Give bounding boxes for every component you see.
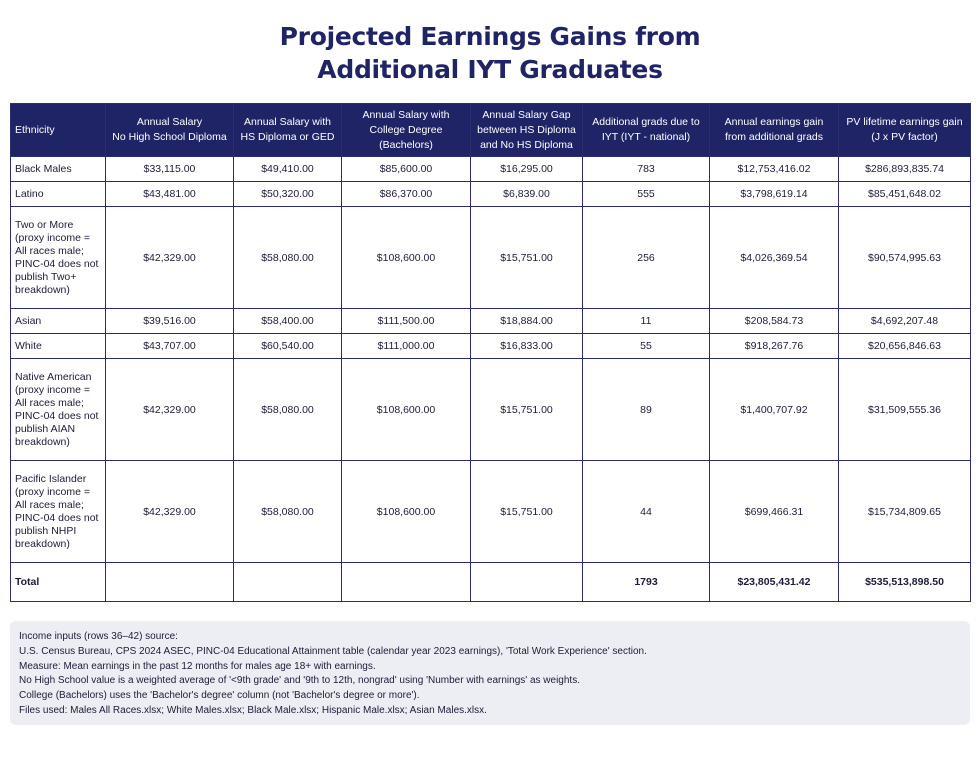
cell-gap: $18,884.00 [471,309,583,334]
total-label: Total [11,563,106,602]
cell-college: $111,500.00 [342,309,471,334]
cell-grads: 11 [583,309,710,334]
ethnicity-text: breakdown) [15,537,70,550]
total-grads: 1793 [583,563,710,602]
ethnicity-cell [11,309,106,334]
cell-no-hs: $43,481.00 [106,182,234,207]
note-line: Files used: Males All Races.xlsx; White Males.xlsx; Black Male.xlsx; Hispanic Male.xlsx; Asian Males.xlsx. [19,704,487,716]
cell-no-hs: $43,707.00 [106,334,234,359]
column-header-text: and No HS Diploma [480,138,573,151]
cell-pv-gain: $286,893,835.74 [839,157,971,182]
cell-pv-gain: $4,692,207.48 [839,309,971,334]
ethnicity-text: PINC-04 does not [15,257,99,270]
column-header-text: IYT (IYT - national) [601,131,691,143]
total-empty-cell [342,563,471,602]
column-header-text: PV lifetime earnings gain [846,116,963,128]
ethnicity-text: (proxy income = [15,485,90,498]
cell-hs: $60,540.00 [234,334,342,359]
column-header [11,104,106,157]
ethnicity-text: Native American [15,370,92,383]
table-body [11,157,971,602]
column-header-text: Additional grads due to [592,116,700,128]
cell-gap: $15,751.00 [471,461,583,563]
earnings-table [10,103,971,602]
cell-no-hs: $42,329.00 [106,207,234,309]
column-header-text: Annual Salary with [244,116,331,128]
total-empty-cell [234,563,342,602]
cell-pv-gain: $31,509,555.36 [839,359,971,461]
column-header-text: between HS Diploma [477,123,576,136]
column-header [710,104,839,157]
cell-annual-gain: $208,584.73 [710,309,839,334]
column-header [471,104,583,157]
cell-gap: $16,833.00 [471,334,583,359]
cell-grads: 89 [583,359,710,461]
ethnicity-text: Black Males [15,162,72,175]
cell-pv-gain: $90,574,995.63 [839,207,971,309]
page-title [0,20,980,86]
note-line: Measure: Mean earnings in the past 12 months for males age 18+ with earnings. [19,660,376,672]
ethnicity-cell [11,359,106,461]
table-row [11,157,971,182]
cell-no-hs: $42,329.00 [106,359,234,461]
table-row [11,359,971,461]
column-header [342,104,471,157]
cell-college: $86,370.00 [342,182,471,207]
ethnicity-cell [11,207,106,309]
note-line: No High School value is a weighted average of '<9th grade' and '9th to 12th, nongrad' using 'Number with earnings' as weights. [19,675,580,687]
source-notes [10,621,970,725]
cell-annual-gain: $4,026,369.54 [710,207,839,309]
ethnicity-cell [11,157,106,182]
ethnicity-text: publish AIAN [15,422,76,435]
cell-grads: 256 [583,207,710,309]
ethnicity-text: Asian [15,314,42,327]
column-header-text: College Degree [369,123,443,136]
ethnicity-text: publish Two+ [15,270,77,283]
table-row [11,182,971,207]
table-row [11,309,971,334]
ethnicity-text: breakdown) [15,283,70,296]
cell-college: $108,600.00 [342,359,471,461]
column-header-text: Annual Salary with [362,108,450,121]
ethnicity-text: publish NHPI [15,524,77,537]
cell-college: $108,600.00 [342,207,471,309]
column-header-text: Ethnicity [15,123,55,136]
column-header-text: (Bachelors) [379,138,433,151]
ethnicity-text: breakdown) [15,435,70,448]
column-header-text: Annual earnings gain [724,116,824,128]
cell-gap: $6,839.00 [471,182,583,207]
column-header-text: from additional grads [724,131,824,143]
ethnicity-text: Pacific Islander [15,472,87,485]
cell-annual-gain: $12,753,416.02 [710,157,839,182]
cell-annual-gain: $918,267.76 [710,334,839,359]
cell-pv-gain: $85,451,648.02 [839,182,971,207]
cell-grads: 55 [583,334,710,359]
total-row [11,563,971,602]
ethnicity-text: (proxy income = [15,231,90,244]
column-header [583,104,710,157]
cell-gap: $15,751.00 [471,207,583,309]
ethnicity-cell [11,334,106,359]
cell-pv-gain: $20,656,846.63 [839,334,971,359]
ethnicity-text: PINC-04 does not [15,511,99,524]
cell-hs: $50,320.00 [234,182,342,207]
cell-hs: $58,080.00 [234,359,342,461]
total-empty-cell [471,563,583,602]
ethnicity-text: Latino [15,187,44,200]
page-title-line-2: Additional IYT Graduates [317,55,663,84]
ethnicity-text: All races male; [15,396,84,409]
cell-no-hs: $42,329.00 [106,461,234,563]
column-header [234,104,342,157]
cell-no-hs: $33,115.00 [106,157,234,182]
cell-gap: $16,295.00 [471,157,583,182]
cell-grads: 555 [583,182,710,207]
cell-college: $111,000.00 [342,334,471,359]
cell-grads: 44 [583,461,710,563]
total-pv-gain: $535,513,898.50 [839,563,971,602]
ethnicity-text: (proxy income = [15,383,90,396]
table-row [11,334,971,359]
ethnicity-cell [11,461,106,563]
ethnicity-text: PINC-04 does not [15,409,99,422]
ethnicity-text: Two or More [15,218,74,231]
cell-hs: $58,080.00 [234,207,342,309]
column-header-text: Annual Salary [136,116,203,128]
column-header [839,104,971,157]
note-line: Income inputs (rows 36–42) source: [19,631,178,642]
cell-hs: $58,400.00 [234,309,342,334]
cell-gap: $15,751.00 [471,359,583,461]
column-header-text: HS Diploma or GED [240,131,335,143]
cell-grads: 783 [583,157,710,182]
total-annual-gain: $23,805,431.42 [710,563,839,602]
note-line: College (Bachelors) uses the 'Bachelor's degree' column (not 'Bachelor's degree or more'). [19,690,420,702]
total-empty-cell [106,563,234,602]
column-header-text: Annual Salary Gap [482,108,571,121]
ethnicity-text: White [15,339,42,352]
ethnicity-text: All races male; [15,244,84,257]
cell-college: $85,600.00 [342,157,471,182]
cell-annual-gain: $1,400,707.92 [710,359,839,461]
cell-pv-gain: $15,734,809.65 [839,461,971,563]
ethnicity-cell [11,182,106,207]
cell-hs: $58,080.00 [234,461,342,563]
cell-annual-gain: $699,466.31 [710,461,839,563]
column-header-text: No High School Diploma [112,131,227,143]
ethnicity-text: All races male; [15,498,84,511]
cell-annual-gain: $3,798,619.14 [710,182,839,207]
note-line: U.S. Census Bureau, CPS 2024 ASEC, PINC-04 Educational Attainment table (calendar year 2023 earnings), 'Total Work Experience' section. [19,645,647,657]
table-header-row [11,104,971,157]
page-title-line-1: Projected Earnings Gains from [279,22,701,51]
column-header-text: (J x PV factor) [871,131,938,143]
cell-no-hs: $39,516.00 [106,309,234,334]
column-header [106,104,234,157]
cell-hs: $49,410.00 [234,157,342,182]
table-row [11,207,971,309]
cell-college: $108,600.00 [342,461,471,563]
table-row [11,461,971,563]
